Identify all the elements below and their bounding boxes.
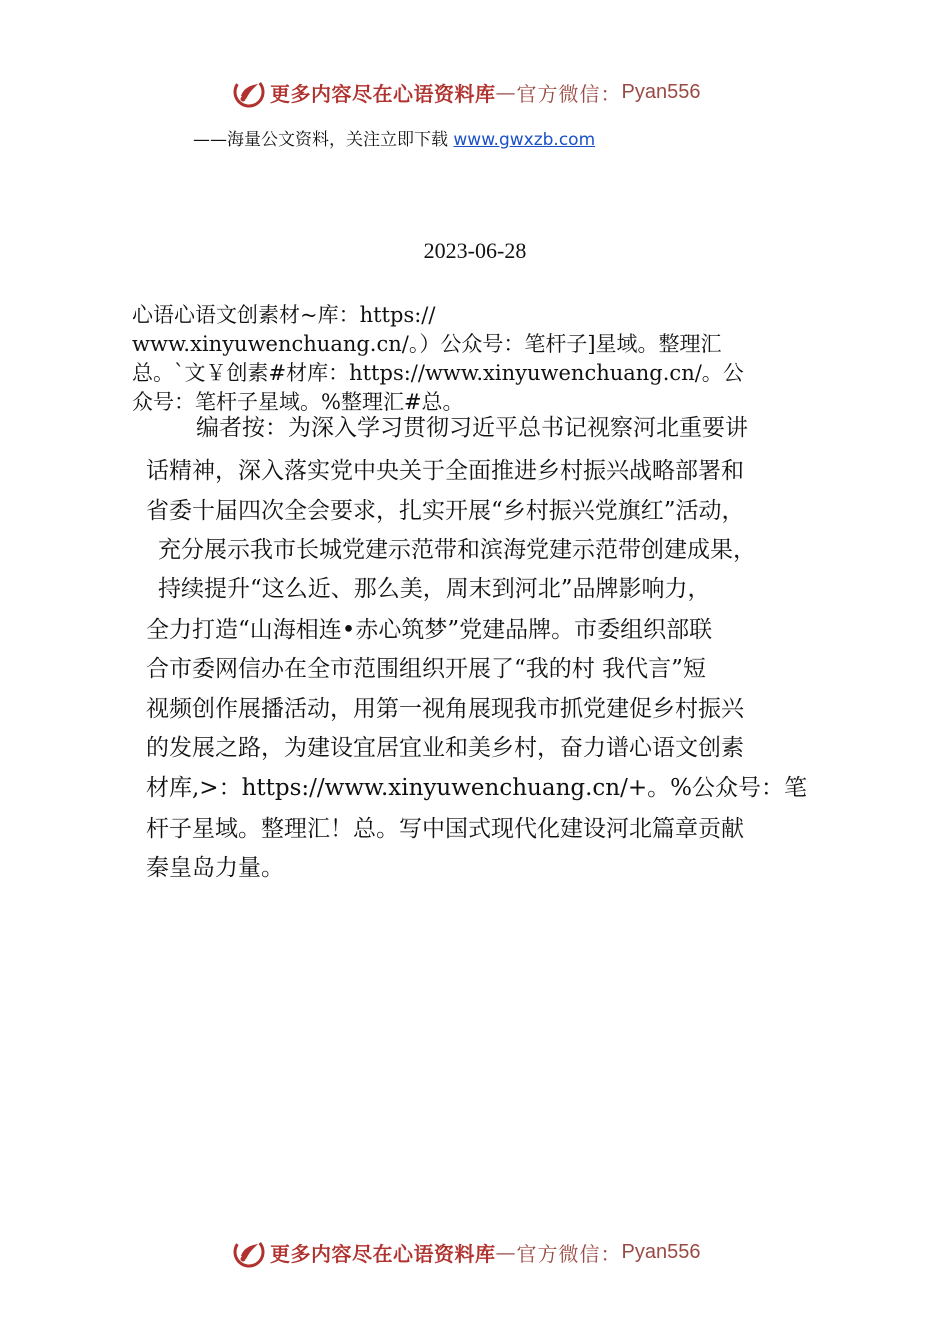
body-line: 省委十届四次全会要求，扎实开展“乡村振兴党旗红”活动， [146, 498, 745, 524]
watermark-line: www.xinyuwenchuang.cn/。）公众号：笔杆子]星域。整理汇 [132, 332, 722, 356]
body-line: 持续提升“这么近、那么美，周末到河北”品牌影响力， [158, 576, 711, 602]
body-line: 合市委网信办在全市范围组织开展了“我的村 我代言”短 [146, 656, 706, 682]
body-line: 编者按：为深入学习贯彻习近平总书记视察河北重要讲 [196, 415, 748, 441]
banner-dash: — [495, 1240, 517, 1264]
header-banner [232, 72, 700, 112]
body-line: 的发展之路，为建设宜居宜业和美乡村，奋力谱心语文创素 [146, 735, 744, 761]
body-line: 全力打造“山海相连•赤心筑梦”党建品牌。市委组织部联 [146, 617, 713, 643]
document-date: 2023-06-28 [423, 238, 527, 263]
body-line: 秦皇岛力量。 [146, 855, 284, 881]
banner-wechat-label: 官方微信： [516, 81, 622, 106]
watermark-line: 心语心语文创素材~库：https:// [132, 303, 436, 327]
banner-title: 更多内容尽在心语资料库 [270, 1241, 496, 1266]
banner-wechat-label: 官方微信： [516, 1241, 622, 1266]
logo-icon [232, 75, 266, 109]
body-line: 充分展示我市长城党建示范带和滨海党建示范带创建成果， [158, 537, 756, 563]
body-line: 视频创作展播活动，用第一视角展现我市抓党建促乡村振兴 [146, 696, 744, 722]
banner-dash: — [495, 80, 517, 104]
banner-title: 更多内容尽在心语资料库 [270, 81, 496, 106]
download-notice-text: ——海量公文资料，关注立即下载 [193, 130, 454, 150]
watermark-line: 众号：笔杆子星域。%整理汇#总。 [132, 390, 464, 414]
logo-icon [232, 1235, 266, 1269]
banner-wechat-id: Pyan556 [621, 1240, 701, 1263]
body-line: 材库,>：https://www.xinyuwenchuang.cn/+。%公众号：笔 [146, 775, 807, 801]
body-line: 话精神，深入落实党中央关于全面推进乡村振兴战略部署和 [146, 458, 744, 484]
watermark-paragraph [132, 301, 832, 417]
body-line: 杆子星域。整理汇！总。写中国式现代化建设河北篇章贡献 [146, 816, 744, 842]
watermark-line: 总。`文￥创素#材库：https://www.xinyuwenchuang.cn/。公 [132, 361, 744, 385]
banner-wechat-id: Pyan556 [621, 80, 701, 103]
footer-banner [232, 1232, 700, 1272]
download-notice [193, 127, 595, 153]
download-link[interactable]: www.gwxzb.com [453, 130, 596, 150]
